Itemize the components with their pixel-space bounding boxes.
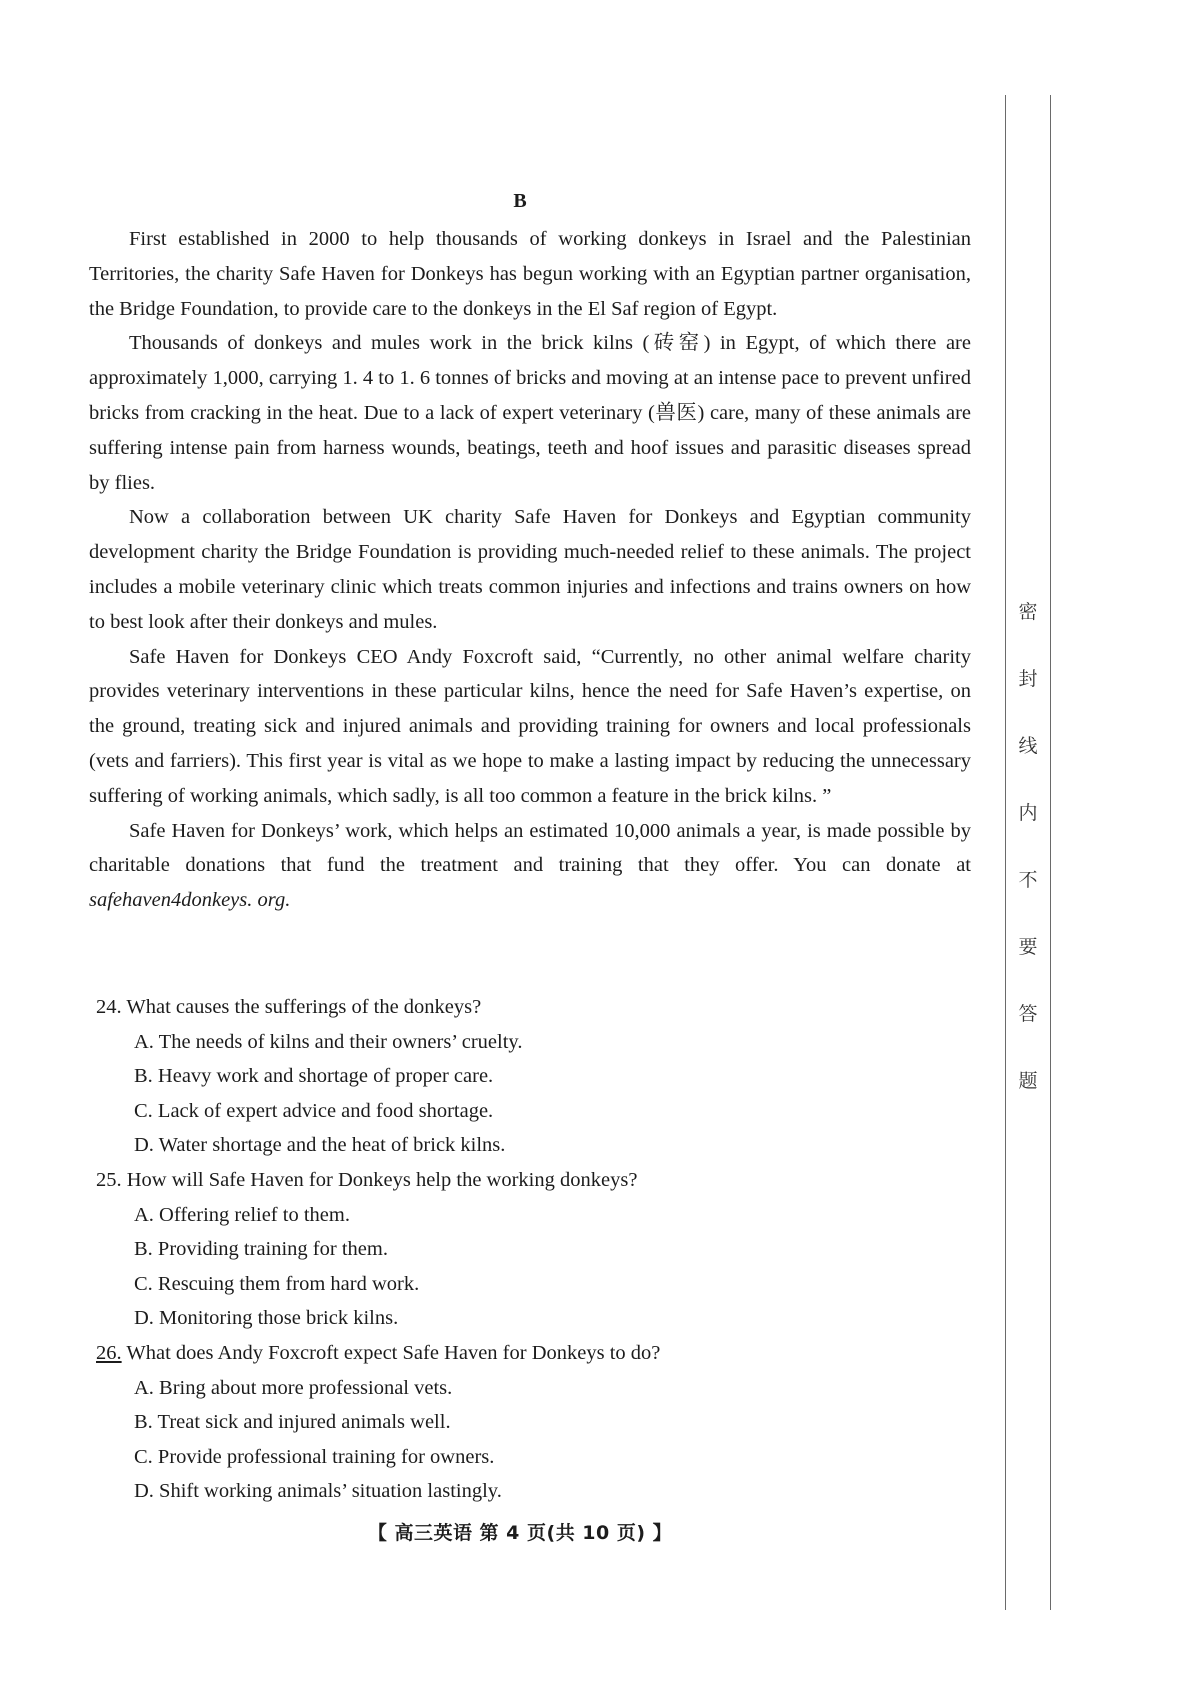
reading-passage (89, 222, 971, 918)
question-24 (96, 990, 956, 1163)
question-number: 24. (96, 996, 122, 1018)
answer-option: D. Shift working animals’ situation lastingly. (134, 1480, 502, 1503)
question-stem (96, 1163, 956, 1198)
question-text: How will Safe Haven for Donkeys help the working donkeys? (126, 1168, 638, 1191)
answer-option: B. Heavy work and shortage of proper care. (134, 1065, 494, 1088)
binding-line-left (1005, 95, 1006, 1610)
question-25 (96, 1163, 956, 1336)
question-number: 25. (96, 1168, 122, 1191)
passage-text: Safe Haven for Donkeys’ work, which helps an estimated 10,000 animals a year, is made possible by charitable donations that fund the treatment and training that they offer. You can donate at (89, 819, 971, 877)
binding-margin-char: 要 (1018, 936, 1038, 958)
answer-option: A. The needs of kilns and their owners’ cruelty. (134, 1030, 523, 1053)
binding-margin-char: 不 (1018, 869, 1038, 891)
question-stem (96, 990, 956, 1025)
binding-margin-char: 答 (1018, 1003, 1038, 1025)
binding-margin-char: 题 (1018, 1070, 1038, 1092)
answer-option: D. Monitoring those brick kilns. (134, 1307, 399, 1330)
answer-option: C. Lack of expert advice and food shortage. (134, 1099, 494, 1122)
passage-paragraph: First established in 2000 to help thousands of working donkeys in Israel and the Palestinian Territories, the charity Safe Haven for Donkeys has begun working with an Egyptian partner organisation, the Bridge Foundation, to provide care to the donkeys in the El Saf region of Egypt. (89, 228, 971, 320)
question-number: 26. (96, 1341, 122, 1364)
answer-option: C. Provide professional training for owners. (134, 1445, 495, 1468)
answer-option: B. Treat sick and injured animals well. (134, 1411, 451, 1434)
donation-url: safehaven4donkeys. org. (89, 889, 291, 912)
passage-paragraph: Safe Haven for Donkeys CEO Andy Foxcroft said, “Currently, no other animal welfare charity provides veterinary interventions in these particular kilns, hence the need for Safe Haven’s expertise, on the ground, treating sick and injured animals and providing training for owners and local professionals (vets and farriers). This first year is vital as we hope to make a lasting impact by reducing the unnecessary suffering of working animals, which sadly, is all too common a feature in the brick kilns. ” (89, 645, 971, 807)
section-heading: B (513, 190, 527, 212)
binding-margin-char: 线 (1018, 735, 1038, 757)
answer-option: A. Offering relief to them. (134, 1203, 350, 1226)
question-text: What causes the sufferings of the donkeys? (126, 996, 482, 1018)
passage-paragraph-last (89, 814, 971, 918)
page-footer: 【 高三英语 第 4 页(共 10 页) 】 (367, 1522, 673, 1544)
answer-option: D. Water shortage and the heat of brick kilns. (134, 1134, 506, 1157)
binding-margin-char: 密 (1018, 601, 1038, 623)
answer-option: B. Providing training for them. (134, 1238, 388, 1261)
binding-margin-char: 封 (1018, 668, 1038, 690)
question-26 (96, 1336, 956, 1509)
binding-line-right (1050, 95, 1051, 1610)
question-list (96, 990, 956, 1509)
passage-paragraph: Now a collaboration between UK charity Safe Haven for Donkeys and Egyptian community development charity the Bridge Foundation is providing much-needed relief to these animals. The project includes a mobile veterinary clinic which treats common injuries and infections and trains owners on how to best look after their donkeys and mules. (89, 506, 971, 633)
answer-option: A. Bring about more professional vets. (134, 1376, 453, 1399)
question-text: What does Andy Foxcroft expect Safe Haven for Donkeys to do? (126, 1341, 661, 1364)
passage-paragraph: Thousands of donkeys and mules work in the brick kilns (砖窑) in Egypt, of which there are approximately 1,000, carrying 1. 4 to 1. 6 tonnes of bricks and moving at an intense pace to prevent unfired bricks from cracking in the heat. Due to a lack of expert veterinary (兽医) care, many of these animals are suffering intense pain from harness wounds, beatings, teeth and hoof issues and parasitic diseases spread by flies. (89, 332, 971, 494)
question-stem (96, 1336, 956, 1371)
binding-margin-char: 内 (1018, 802, 1038, 824)
answer-option: C. Rescuing them from hard work. (134, 1272, 420, 1295)
